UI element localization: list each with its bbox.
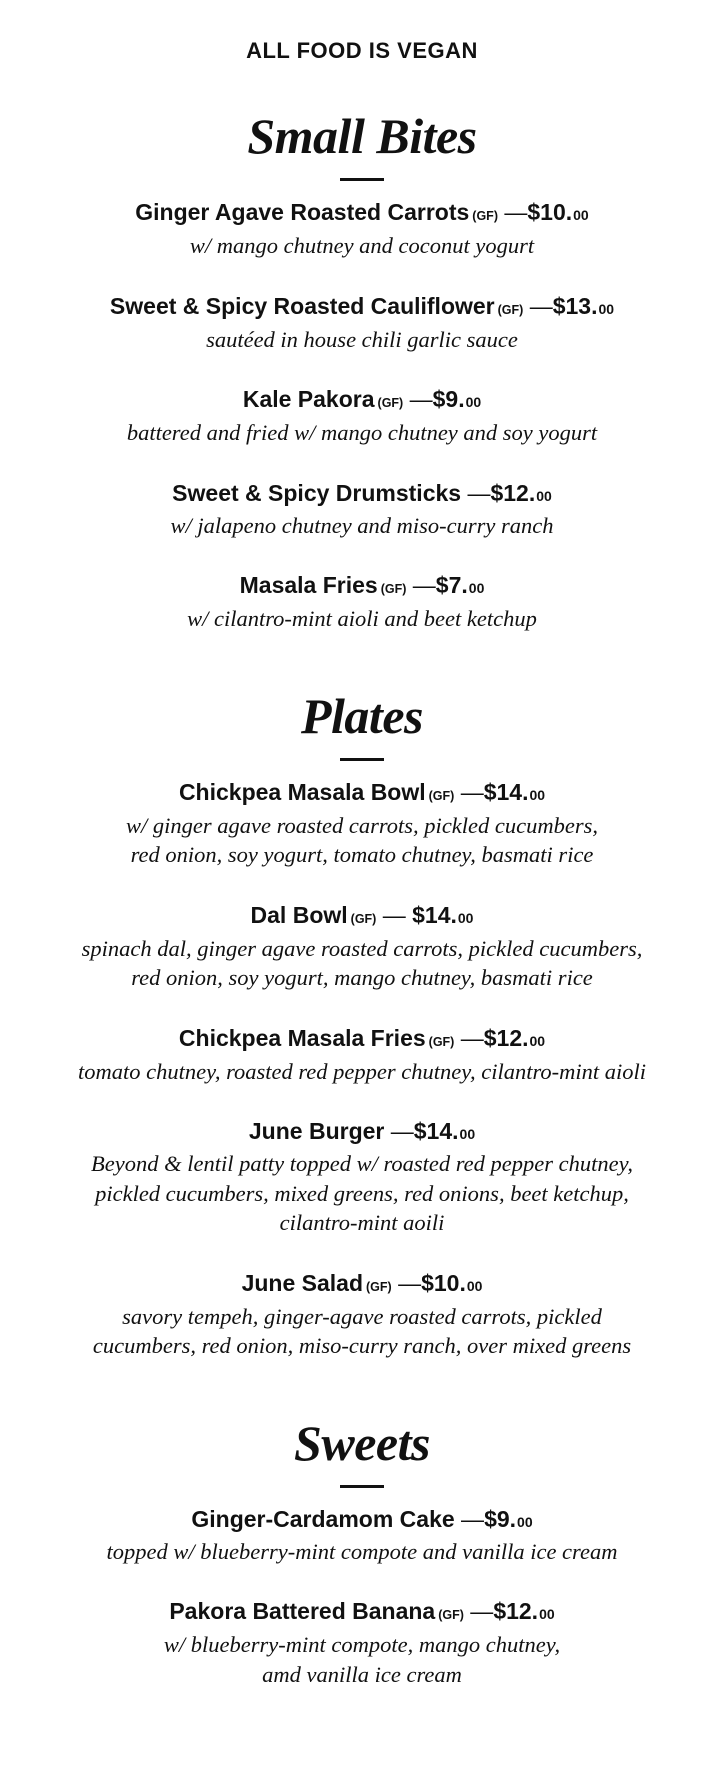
price-dash: —	[497, 199, 528, 225]
menu-section	[0, 1413, 724, 1690]
gluten-free-tag: (GF)	[428, 788, 455, 803]
gluten-free-tag: (GF)	[350, 911, 377, 926]
item-price: $10.	[421, 1269, 466, 1296]
item-description-line: w/ blueberry-mint compote, mango chutney,	[163, 1632, 561, 1657]
item-price: $12.	[483, 1024, 529, 1051]
price-dash: —	[463, 1598, 494, 1624]
item-description-line: red onion, soy yogurt, mango chutney, basmati rice	[131, 965, 593, 990]
menu-item	[0, 900, 724, 993]
item-price-cents: 00	[459, 1126, 476, 1142]
item-price: $14.	[412, 901, 457, 928]
item-price-cents: 00	[468, 580, 485, 596]
menu-item-header	[0, 478, 724, 511]
item-description-line: red onion, soy yogurt, tomato chutney, basmati rice	[130, 842, 594, 867]
price-dash: —	[523, 292, 553, 319]
menu-item-header	[0, 1596, 724, 1630]
menu-section	[0, 106, 724, 634]
item-description-line: sautéed in house chili garlic sauce	[206, 326, 518, 352]
item-price: $13.	[552, 292, 598, 319]
price-dash: —	[454, 1024, 484, 1051]
menu-item-header	[0, 1268, 724, 1302]
price-dash: —	[403, 386, 433, 412]
section-title: Sweets	[294, 1414, 430, 1471]
vegan-banner: ALL FOOD IS VEGAN	[246, 38, 478, 63]
gluten-free-tag: (GF)	[380, 582, 407, 596]
item-price: $10.	[527, 199, 573, 225]
item-price-cents: 00	[573, 207, 589, 223]
item-price-cents: 00	[539, 1606, 555, 1622]
section-title: Small Bites	[247, 108, 477, 164]
gluten-free-tag: (GF)	[438, 1608, 464, 1622]
item-name: Pakora Battered Banana	[169, 1598, 436, 1624]
gluten-free-tag: (GF)	[366, 1279, 392, 1294]
item-name: Ginger Agave Roasted Carrots	[135, 199, 470, 225]
price-dash: —	[454, 778, 484, 805]
item-price: $14.	[413, 1118, 459, 1144]
item-description-line: topped w/ blueberry-mint compote and vanilla ice cream	[106, 1538, 618, 1564]
menu-item	[0, 570, 724, 634]
menu-item-header	[0, 900, 724, 934]
menu-item	[0, 384, 724, 448]
item-price-cents: 00	[466, 1277, 483, 1294]
item-price: $12.	[493, 1598, 539, 1624]
item-name: June Salad	[241, 1269, 363, 1296]
item-description-line: battered and fried w/ mango chutney and soy yogurt	[126, 420, 598, 445]
item-price-cents: 00	[529, 786, 546, 803]
gluten-free-tag: (GF)	[472, 209, 498, 223]
menu-item	[0, 1504, 724, 1567]
menu-item	[0, 291, 724, 355]
item-description-line: w/ ginger agave roasted carrots, pickled cucumbers,	[126, 812, 598, 838]
item-name: Chickpea Masala Fries	[178, 1024, 426, 1051]
item-description-line: cilantro-mint aoili	[279, 1210, 445, 1235]
menu-item-header	[0, 1023, 724, 1057]
item-name: Masala Fries	[239, 572, 378, 598]
section-divider	[340, 1485, 384, 1488]
menu-item-header	[0, 777, 724, 811]
menu-item-header	[0, 1504, 724, 1537]
price-dash: —	[461, 479, 491, 506]
item-description-line: amd vanilla ice cream	[262, 1661, 462, 1687]
item-price-cents: 00	[536, 487, 552, 504]
item-description-line: w/ cilantro-mint aioli and beet ketchup	[187, 606, 537, 631]
item-price-cents: 00	[529, 1032, 546, 1049]
item-name: Sweet & Spicy Roasted Cauliflower	[109, 292, 495, 319]
item-price: $9.	[484, 1505, 517, 1532]
price-dash: —	[406, 572, 436, 598]
menu-item	[0, 478, 724, 541]
menu-item	[0, 197, 724, 261]
menu-item	[0, 777, 724, 870]
section-title: Plates	[301, 687, 423, 744]
price-dash: —	[454, 1505, 485, 1532]
item-description-line: savory tempeh, ginger-agave roasted carrots, pickled	[122, 1303, 602, 1329]
item-name: Chickpea Masala Bowl	[178, 778, 426, 805]
item-price: $14.	[483, 778, 529, 805]
item-price-cents: 00	[457, 909, 474, 926]
menu-item	[0, 1268, 724, 1361]
item-description-line: spinach dal, ginger agave roasted carrots, pickled cucumbers,	[81, 935, 643, 961]
item-name: Sweet & Spicy Drumsticks	[172, 479, 462, 506]
item-description-line: w/ jalapeno chutney and miso-curry ranch	[170, 512, 554, 538]
item-description-line: pickled cucumbers, mixed greens, red onions, beet ketchup,	[95, 1180, 629, 1206]
menu-item-header	[0, 384, 724, 418]
item-description-line: w/ mango chutney and coconut yogurt	[189, 233, 535, 258]
item-price-cents: 00	[465, 394, 482, 410]
menu-item	[0, 1596, 724, 1689]
gluten-free-tag: (GF)	[497, 302, 524, 317]
menu-sections	[0, 106, 724, 1689]
price-dash: —	[376, 901, 413, 928]
item-name: Kale Pakora	[242, 386, 375, 412]
item-price: $7.	[435, 572, 468, 598]
item-price: $9.	[432, 386, 465, 412]
price-dash: —	[384, 1118, 414, 1144]
menu-item	[0, 1116, 724, 1238]
menu-item-header	[0, 570, 724, 604]
item-description-line: Beyond & lentil patty topped w/ roasted red pepper chutney,	[91, 1151, 633, 1176]
section-divider	[340, 178, 384, 181]
item-name: Dal Bowl	[250, 901, 348, 928]
item-name: Ginger-Cardamom Cake	[191, 1505, 455, 1532]
menu-item-header	[0, 1116, 724, 1149]
menu-item-header	[0, 197, 724, 231]
menu-item-header	[0, 291, 724, 325]
section-divider	[340, 758, 384, 761]
item-price-cents: 00	[598, 300, 615, 317]
item-description-line: tomato chutney, roasted red pepper chutney, cilantro-mint aioli	[77, 1058, 647, 1084]
gluten-free-tag: (GF)	[377, 396, 404, 410]
price-dash: —	[391, 1269, 422, 1296]
menu-section	[0, 686, 724, 1361]
gluten-free-tag: (GF)	[428, 1034, 455, 1049]
item-name: June Burger	[248, 1118, 385, 1144]
item-price: $12.	[490, 479, 536, 506]
menu-item	[0, 1023, 724, 1087]
item-description-line: cucumbers, red onion, miso-curry ranch, over mixed greens	[92, 1333, 632, 1358]
item-price-cents: 00	[517, 1513, 533, 1530]
